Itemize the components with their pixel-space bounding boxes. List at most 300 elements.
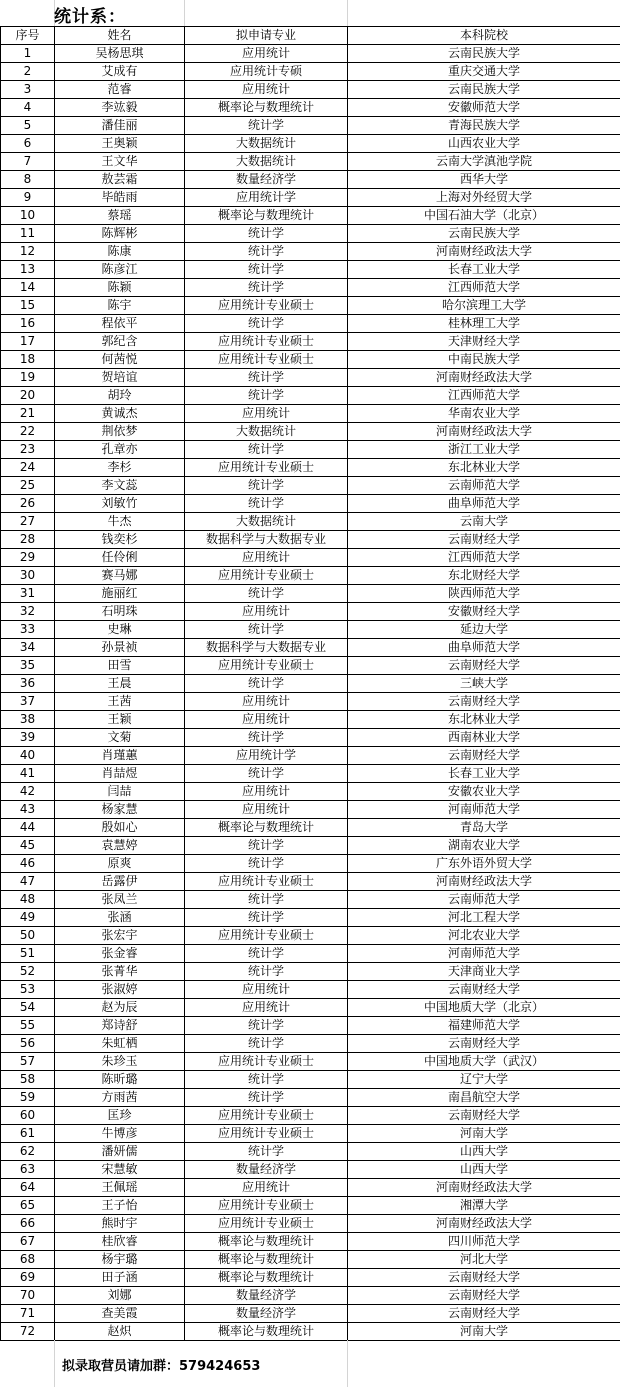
cell-school: 湖南农业大学 <box>348 837 620 855</box>
cell-index: 27 <box>1 513 55 531</box>
cell-major: 统计学 <box>185 441 348 459</box>
cell-name: 文菊 <box>55 729 185 747</box>
cell-name: 张宏宇 <box>55 927 185 945</box>
cell-name: 蔡瑶 <box>55 207 185 225</box>
cell-name: 潘妍儒 <box>55 1143 185 1161</box>
cell-school: 河北工程大学 <box>348 909 620 927</box>
table-row <box>1 927 620 945</box>
cell-school: 云南师范大学 <box>348 891 620 909</box>
cell-name: 原爽 <box>55 855 185 873</box>
cell-name: 袁慧婷 <box>55 837 185 855</box>
table-row <box>1 1305 620 1323</box>
cell-name: 郑诗舒 <box>55 1017 185 1035</box>
cell-name: 陈康 <box>55 243 185 261</box>
table-row <box>1 909 620 927</box>
cell-major: 统计学 <box>185 837 348 855</box>
table-row <box>1 477 620 495</box>
cell-school: 曲阜师范大学 <box>348 639 620 657</box>
cell-name: 王子怡 <box>55 1197 185 1215</box>
cell-major: 统计学 <box>185 117 348 135</box>
cell-school: 湘潭大学 <box>348 1197 620 1215</box>
cell-major: 应用统计学 <box>185 747 348 765</box>
table-row <box>1 531 620 549</box>
cell-index: 7 <box>1 153 55 171</box>
table-row <box>1 675 620 693</box>
cell-school: 天津商业大学 <box>348 963 620 981</box>
cell-index: 11 <box>1 225 55 243</box>
cell-school: 江西师范大学 <box>348 549 620 567</box>
cell-school: 云南财经大学 <box>348 1269 620 1287</box>
cell-name: 岳露伊 <box>55 873 185 891</box>
cell-index: 18 <box>1 351 55 369</box>
cell-name: 胡玲 <box>55 387 185 405</box>
table-row <box>1 243 620 261</box>
cell-name: 张菁华 <box>55 963 185 981</box>
table-row <box>1 1017 620 1035</box>
cell-major: 统计学 <box>185 675 348 693</box>
cell-name: 王文华 <box>55 153 185 171</box>
cell-school: 四川师范大学 <box>348 1233 620 1251</box>
cell-index: 2 <box>1 63 55 81</box>
cell-school: 安徽财经大学 <box>348 603 620 621</box>
cell-name: 田雪 <box>55 657 185 675</box>
cell-major: 应用统计专业硕士 <box>185 1215 348 1233</box>
cell-major: 大数据统计 <box>185 153 348 171</box>
table-row <box>1 945 620 963</box>
cell-name: 王奥颖 <box>55 135 185 153</box>
cell-school: 山西农业大学 <box>348 135 620 153</box>
cell-name: 史琳 <box>55 621 185 639</box>
cell-major: 统计学 <box>185 585 348 603</box>
cell-index: 44 <box>1 819 55 837</box>
cell-index: 46 <box>1 855 55 873</box>
cell-school: 青海民族大学 <box>348 117 620 135</box>
cell-index: 20 <box>1 387 55 405</box>
cell-school: 长春工业大学 <box>348 765 620 783</box>
cell-major: 统计学 <box>185 765 348 783</box>
cell-major: 概率论与数理统计 <box>185 1323 348 1341</box>
cell-school: 河南师范大学 <box>348 945 620 963</box>
cell-index: 48 <box>1 891 55 909</box>
cell-name: 宋慧敏 <box>55 1161 185 1179</box>
cell-index: 28 <box>1 531 55 549</box>
cell-name: 牛博彦 <box>55 1125 185 1143</box>
table-row <box>1 1125 620 1143</box>
cell-index: 65 <box>1 1197 55 1215</box>
cell-index: 67 <box>1 1233 55 1251</box>
table-row <box>1 639 620 657</box>
title-row <box>0 0 620 26</box>
cell-major: 统计学 <box>185 261 348 279</box>
table-row <box>1 495 620 513</box>
table-row <box>1 1071 620 1089</box>
table-row <box>1 513 620 531</box>
cell-name: 朱虹栖 <box>55 1035 185 1053</box>
cell-index: 29 <box>1 549 55 567</box>
cell-school: 云南民族大学 <box>348 81 620 99</box>
cell-index: 14 <box>1 279 55 297</box>
cell-index: 31 <box>1 585 55 603</box>
cell-name: 任伶俐 <box>55 549 185 567</box>
cell-school: 广东外语外贸大学 <box>348 855 620 873</box>
cell-name: 赵为辰 <box>55 999 185 1017</box>
footer-note: 拟录取营员请加群：579424653 <box>62 1359 261 1374</box>
table-row <box>1 891 620 909</box>
cell-school: 天津财经大学 <box>348 333 620 351</box>
cell-index: 60 <box>1 1107 55 1125</box>
table-row <box>1 1161 620 1179</box>
cell-school: 云南师范大学 <box>348 477 620 495</box>
cell-major: 应用统计 <box>185 693 348 711</box>
cell-major: 应用统计 <box>185 981 348 999</box>
cell-name: 程依平 <box>55 315 185 333</box>
cell-major: 统计学 <box>185 729 348 747</box>
cell-school: 河南大学 <box>348 1323 620 1341</box>
cell-major: 应用统计专业硕士 <box>185 1107 348 1125</box>
sheet-title: 统计系： <box>54 7 126 27</box>
cell-school: 浙江工业大学 <box>348 441 620 459</box>
grid-line <box>347 1340 348 1387</box>
cell-index: 71 <box>1 1305 55 1323</box>
cell-index: 21 <box>1 405 55 423</box>
cell-school: 曲阜师范大学 <box>348 495 620 513</box>
table-row <box>1 963 620 981</box>
table-row <box>1 135 620 153</box>
cell-index: 49 <box>1 909 55 927</box>
cell-major: 数量经济学 <box>185 1305 348 1323</box>
cell-name: 张涵 <box>55 909 185 927</box>
cell-major: 统计学 <box>185 945 348 963</box>
table-row <box>1 1179 620 1197</box>
header-name: 姓名 <box>55 27 185 45</box>
cell-index: 25 <box>1 477 55 495</box>
table-row <box>1 369 620 387</box>
cell-major: 大数据统计 <box>185 135 348 153</box>
cell-name: 敖芸霜 <box>55 171 185 189</box>
cell-school: 安徽师范大学 <box>348 99 620 117</box>
cell-index: 70 <box>1 1287 55 1305</box>
cell-index: 53 <box>1 981 55 999</box>
cell-index: 57 <box>1 1053 55 1071</box>
cell-index: 9 <box>1 189 55 207</box>
table-row <box>1 855 620 873</box>
cell-major: 数量经济学 <box>185 171 348 189</box>
cell-index: 54 <box>1 999 55 1017</box>
cell-index: 6 <box>1 135 55 153</box>
cell-major: 数据科学与大数据专业 <box>185 531 348 549</box>
cell-major: 统计学 <box>185 1071 348 1089</box>
cell-name: 荆依梦 <box>55 423 185 441</box>
cell-name: 田子涵 <box>55 1269 185 1287</box>
cell-school: 辽宁大学 <box>348 1071 620 1089</box>
cell-index: 8 <box>1 171 55 189</box>
cell-index: 68 <box>1 1251 55 1269</box>
cell-school: 重庆交通大学 <box>348 63 620 81</box>
table-row <box>1 81 620 99</box>
cell-name: 艾成有 <box>55 63 185 81</box>
cell-index: 61 <box>1 1125 55 1143</box>
cell-index: 50 <box>1 927 55 945</box>
table-row <box>1 1287 620 1305</box>
cell-school: 河南财经政法大学 <box>348 1215 620 1233</box>
table-row <box>1 1143 620 1161</box>
cell-major: 应用统计专业硕士 <box>185 1053 348 1071</box>
table-row <box>1 819 620 837</box>
table-row <box>1 279 620 297</box>
table-row <box>1 549 620 567</box>
cell-index: 37 <box>1 693 55 711</box>
cell-name: 张淑婷 <box>55 981 185 999</box>
cell-major: 统计学 <box>185 855 348 873</box>
cell-name: 孔章亦 <box>55 441 185 459</box>
cell-school: 青岛大学 <box>348 819 620 837</box>
cell-school: 云南财经大学 <box>348 1035 620 1053</box>
cell-index: 47 <box>1 873 55 891</box>
cell-name: 赛马娜 <box>55 567 185 585</box>
table-row <box>1 225 620 243</box>
table-row <box>1 567 620 585</box>
table-row <box>1 747 620 765</box>
table-row <box>1 801 620 819</box>
cell-school: 河南财经政法大学 <box>348 369 620 387</box>
cell-index: 66 <box>1 1215 55 1233</box>
table-header-row <box>1 27 620 45</box>
cell-name: 黄诚杰 <box>55 405 185 423</box>
cell-major: 数量经济学 <box>185 1161 348 1179</box>
admission-table <box>0 26 620 1341</box>
cell-name: 毕皓雨 <box>55 189 185 207</box>
cell-major: 数据科学与大数据专业 <box>185 639 348 657</box>
cell-school: 南昌航空大学 <box>348 1089 620 1107</box>
cell-index: 52 <box>1 963 55 981</box>
table-row <box>1 1035 620 1053</box>
cell-school: 河南财经政法大学 <box>348 423 620 441</box>
table-row <box>1 621 620 639</box>
cell-major: 应用统计 <box>185 711 348 729</box>
cell-school: 河北大学 <box>348 1251 620 1269</box>
cell-school: 山西大学 <box>348 1143 620 1161</box>
cell-school: 云南民族大学 <box>348 45 620 63</box>
cell-name: 石明珠 <box>55 603 185 621</box>
cell-index: 51 <box>1 945 55 963</box>
cell-index: 23 <box>1 441 55 459</box>
table-row <box>1 333 620 351</box>
cell-major: 统计学 <box>185 1017 348 1035</box>
table-row <box>1 315 620 333</box>
cell-name: 李文蕊 <box>55 477 185 495</box>
cell-school: 哈尔滨理工大学 <box>348 297 620 315</box>
cell-index: 10 <box>1 207 55 225</box>
cell-school: 云南财经大学 <box>348 981 620 999</box>
cell-school: 云南民族大学 <box>348 225 620 243</box>
table-row <box>1 1215 620 1233</box>
cell-name: 陈彦江 <box>55 261 185 279</box>
cell-name: 牛杰 <box>55 513 185 531</box>
table-row <box>1 459 620 477</box>
cell-major: 统计学 <box>185 1089 348 1107</box>
cell-major: 统计学 <box>185 909 348 927</box>
cell-index: 4 <box>1 99 55 117</box>
cell-major: 应用统计专硕 <box>185 63 348 81</box>
cell-major: 应用统计专业硕士 <box>185 1125 348 1143</box>
grid-line <box>54 1340 55 1387</box>
cell-school: 云南财经大学 <box>348 1305 620 1323</box>
cell-name: 郭纪含 <box>55 333 185 351</box>
table-row <box>1 351 620 369</box>
cell-index: 43 <box>1 801 55 819</box>
cell-major: 概率论与数理统计 <box>185 1269 348 1287</box>
cell-name: 吴杨思琪 <box>55 45 185 63</box>
cell-major: 应用统计 <box>185 801 348 819</box>
cell-school: 中国地质大学（北京） <box>348 999 620 1017</box>
table-row <box>1 585 620 603</box>
cell-index: 32 <box>1 603 55 621</box>
cell-school: 云南财经大学 <box>348 747 620 765</box>
cell-name: 刘娜 <box>55 1287 185 1305</box>
cell-major: 应用统计 <box>185 1179 348 1197</box>
cell-major: 应用统计 <box>185 549 348 567</box>
table-row <box>1 45 620 63</box>
cell-name: 潘佳丽 <box>55 117 185 135</box>
cell-school: 江西师范大学 <box>348 387 620 405</box>
cell-major: 应用统计专业硕士 <box>185 567 348 585</box>
cell-name: 王晨 <box>55 675 185 693</box>
cell-school: 河南大学 <box>348 1125 620 1143</box>
cell-major: 统计学 <box>185 1035 348 1053</box>
cell-major: 概率论与数理统计 <box>185 819 348 837</box>
table-row <box>1 63 620 81</box>
cell-index: 59 <box>1 1089 55 1107</box>
cell-name: 陈昕璐 <box>55 1071 185 1089</box>
table-row <box>1 657 620 675</box>
cell-index: 62 <box>1 1143 55 1161</box>
table-row <box>1 117 620 135</box>
cell-index: 38 <box>1 711 55 729</box>
cell-name: 肖喆煜 <box>55 765 185 783</box>
cell-school: 云南财经大学 <box>348 1107 620 1125</box>
table-row <box>1 999 620 1017</box>
cell-major: 应用统计专业硕士 <box>185 927 348 945</box>
cell-name: 桂欣睿 <box>55 1233 185 1251</box>
table-row <box>1 837 620 855</box>
cell-name: 何茜悦 <box>55 351 185 369</box>
cell-major: 应用统计 <box>185 999 348 1017</box>
cell-major: 统计学 <box>185 225 348 243</box>
cell-major: 统计学 <box>185 315 348 333</box>
cell-name: 陈辉彬 <box>55 225 185 243</box>
cell-name: 施丽红 <box>55 585 185 603</box>
header-school: 本科院校 <box>348 27 620 45</box>
cell-index: 12 <box>1 243 55 261</box>
table-row <box>1 387 620 405</box>
cell-school: 西华大学 <box>348 171 620 189</box>
cell-major: 应用统计专业硕士 <box>185 873 348 891</box>
cell-major: 统计学 <box>185 387 348 405</box>
cell-school: 延边大学 <box>348 621 620 639</box>
cell-name: 孙景祯 <box>55 639 185 657</box>
cell-index: 64 <box>1 1179 55 1197</box>
cell-index: 33 <box>1 621 55 639</box>
cell-name: 朱珍玉 <box>55 1053 185 1071</box>
cell-index: 63 <box>1 1161 55 1179</box>
cell-index: 19 <box>1 369 55 387</box>
cell-index: 36 <box>1 675 55 693</box>
cell-major: 概率论与数理统计 <box>185 1233 348 1251</box>
table-row <box>1 1197 620 1215</box>
cell-major: 应用统计专业硕士 <box>185 1197 348 1215</box>
cell-index: 3 <box>1 81 55 99</box>
cell-school: 福建师范大学 <box>348 1017 620 1035</box>
cell-name: 钱奕杉 <box>55 531 185 549</box>
header-major: 拟申请专业 <box>185 27 348 45</box>
table-row <box>1 1053 620 1071</box>
cell-school: 三峡大学 <box>348 675 620 693</box>
cell-major: 应用统计专业硕士 <box>185 459 348 477</box>
cell-name: 熊时宇 <box>55 1215 185 1233</box>
cell-index: 13 <box>1 261 55 279</box>
cell-index: 35 <box>1 657 55 675</box>
cell-major: 统计学 <box>185 243 348 261</box>
cell-name: 肖瑾蕙 <box>55 747 185 765</box>
table-row <box>1 99 620 117</box>
table-row <box>1 1269 620 1287</box>
cell-name: 陈颖 <box>55 279 185 297</box>
table-row <box>1 729 620 747</box>
cell-school: 云南财经大学 <box>348 1287 620 1305</box>
cell-index: 55 <box>1 1017 55 1035</box>
cell-index: 15 <box>1 297 55 315</box>
cell-name: 张凤兰 <box>55 891 185 909</box>
cell-name: 王茜 <box>55 693 185 711</box>
table-row <box>1 603 620 621</box>
cell-major: 统计学 <box>185 477 348 495</box>
cell-school: 中国地质大学（武汉） <box>348 1053 620 1071</box>
cell-name: 殷如心 <box>55 819 185 837</box>
cell-major: 应用统计学 <box>185 189 348 207</box>
table-row <box>1 171 620 189</box>
cell-school: 云南大学 <box>348 513 620 531</box>
cell-school: 东北财经大学 <box>348 567 620 585</box>
cell-name: 王佩瑶 <box>55 1179 185 1197</box>
cell-school: 云南大学滇池学院 <box>348 153 620 171</box>
table-row <box>1 261 620 279</box>
cell-name: 闫喆 <box>55 783 185 801</box>
cell-school: 河南财经政法大学 <box>348 873 620 891</box>
cell-major: 应用统计专业硕士 <box>185 351 348 369</box>
cell-school: 桂林理工大学 <box>348 315 620 333</box>
cell-index: 40 <box>1 747 55 765</box>
table-row <box>1 423 620 441</box>
cell-index: 39 <box>1 729 55 747</box>
cell-school: 中南民族大学 <box>348 351 620 369</box>
header-index: 序号 <box>1 27 55 45</box>
table-row <box>1 1233 620 1251</box>
table-row <box>1 873 620 891</box>
cell-school: 江西师范大学 <box>348 279 620 297</box>
cell-index: 17 <box>1 333 55 351</box>
cell-school: 河北农业大学 <box>348 927 620 945</box>
table-row <box>1 441 620 459</box>
table-row <box>1 1089 620 1107</box>
cell-name: 匡珍 <box>55 1107 185 1125</box>
cell-school: 中国石油大学（北京） <box>348 207 620 225</box>
cell-major: 统计学 <box>185 621 348 639</box>
cell-school: 西南林业大学 <box>348 729 620 747</box>
cell-name: 赵炽 <box>55 1323 185 1341</box>
cell-index: 45 <box>1 837 55 855</box>
cell-school: 云南财经大学 <box>348 657 620 675</box>
cell-index: 1 <box>1 45 55 63</box>
